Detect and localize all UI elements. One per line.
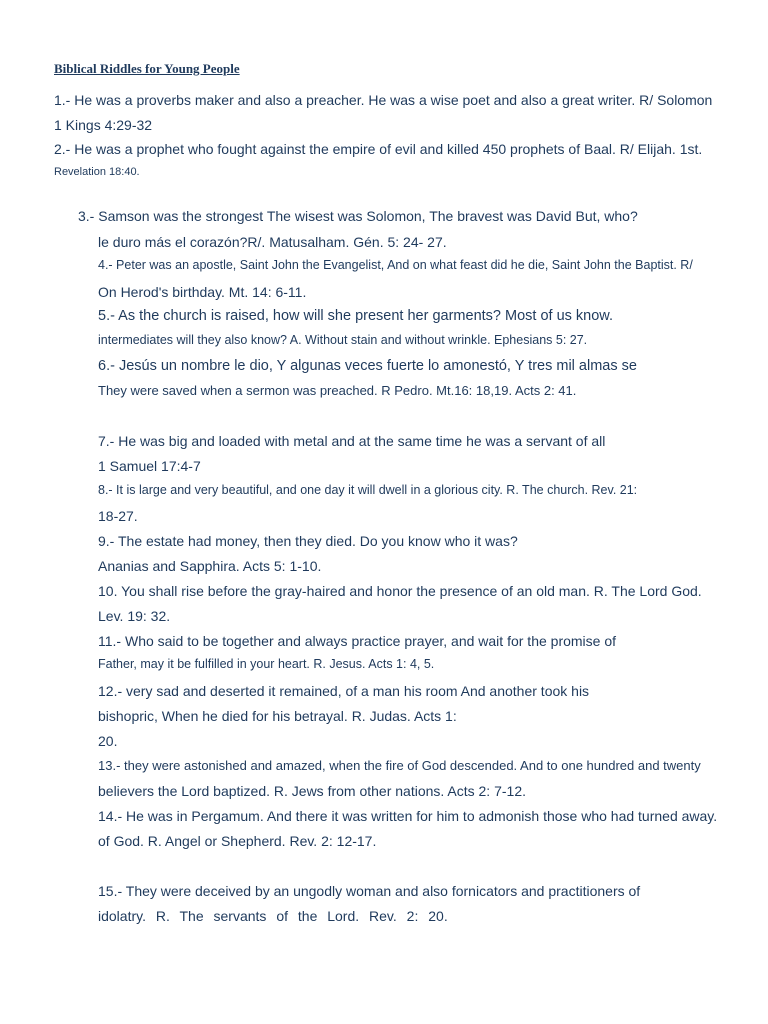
riddle-8-line-1: 8.- It is large and very beautiful, and one day it will dwell in a glorious city. R. The church. Rev. 21: — [98, 483, 638, 497]
riddle-11-line-1: 11.- Who said to be together and always practice prayer, and wait for the promise of — [98, 633, 617, 649]
riddle-9-line-2: Ananias and Sapphira. Acts 5: 1-10. — [98, 558, 322, 574]
riddle-12-line-1: 12.- very sad and deserted it remained, of a man his room And another took his — [98, 683, 590, 699]
riddle-10-line-2: Lev. 19: 32. — [98, 608, 171, 624]
riddle-9-line-1: 9.- The estate had money, then they died. Do you know who it was? — [98, 533, 518, 549]
riddle-4-line-1: 4.- Peter was an apostle, Saint John the Evangelist, And on what feast did he die, Saint John the Baptist. R/ — [98, 258, 693, 272]
riddle-15-line-2: idolatry. R. The servants of the Lord. Rev. 2: 20. — [98, 908, 448, 924]
riddle-2-line-2: Revelation 18:40. — [54, 166, 140, 178]
riddle-4-line-2: On Herod's birthday. Mt. 14: 6-11. — [98, 284, 307, 300]
riddle-15-line-1: 15.- They were deceived by an ungodly woman and also fornicators and practitioners of — [98, 883, 641, 899]
riddle-6-line-2: They were saved when a sermon was preached. R Pedro. Mt.16: 18,19. Acts 2: 41. — [98, 383, 577, 398]
riddle-14-line-2: of God. R. Angel or Shepherd. Rev. 2: 12-17. — [98, 833, 377, 849]
riddle-14-line-1: 14.- He was in Pergamum. And there it was written for him to admonish those who had turned away. — [98, 808, 718, 824]
riddle-3-line-2: le duro más el corazón?R/. Matusalham. Gén. 5: 24- 27. — [98, 234, 447, 250]
riddle-10-line-1: 10. You shall rise before the gray-haired and honor the presence of an old man. R. The Lord God. — [98, 583, 702, 599]
riddle-7-line-2: 1 Samuel 17:4-7 — [98, 458, 201, 474]
riddle-1-line-1: 1.- He was a proverbs maker and also a preacher. He was a wise poet and also a great writer. R/ Solomon — [54, 92, 713, 108]
riddle-13-line-2: believers the Lord baptized. R. Jews from other nations. Acts 2: 7-12. — [98, 783, 526, 799]
document-title: Biblical Riddles for Young People — [54, 61, 240, 76]
riddle-12-line-3: 20. — [98, 733, 118, 749]
riddle-5-line-1: 5.- As the church is raised, how will she present her garments? Most of us know. — [98, 308, 613, 324]
riddle-12-line-2: bishopric, When he died for his betrayal. R. Judas. Acts 1: — [98, 708, 457, 724]
riddle-1-line-2: 1 Kings 4:29-32 — [54, 117, 153, 133]
riddle-5-line-2: intermediates will they also know? A. Without stain and without wrinkle. Ephesians 5: 27. — [98, 333, 588, 347]
riddle-13-line-1: 13.- they were astonished and amazed, when the fire of God descended. And to one hundred and twenty — [98, 758, 701, 773]
riddle-8-line-2: 18-27. — [98, 508, 138, 524]
riddle-11-line-2: Father, may it be fulfilled in your heart. R. Jesus. Acts 1: 4, 5. — [98, 657, 435, 671]
riddle-7-line-1: 7.- He was big and loaded with metal and at the same time he was a servant of all — [98, 433, 606, 449]
riddle-2-line-1: 2.- He was a prophet who fought against the empire of evil and killed 450 prophets of Baal. R/ Elijah. 1st. — [54, 141, 703, 157]
riddle-6-line-1: 6.- Jesús un nombre le dio, Y algunas veces fuerte lo amonestó, Y tres mil almas se — [98, 358, 637, 374]
riddle-3-line-1: 3.- Samson was the strongest The wisest was Solomon, The bravest was David But, who? — [78, 208, 638, 224]
